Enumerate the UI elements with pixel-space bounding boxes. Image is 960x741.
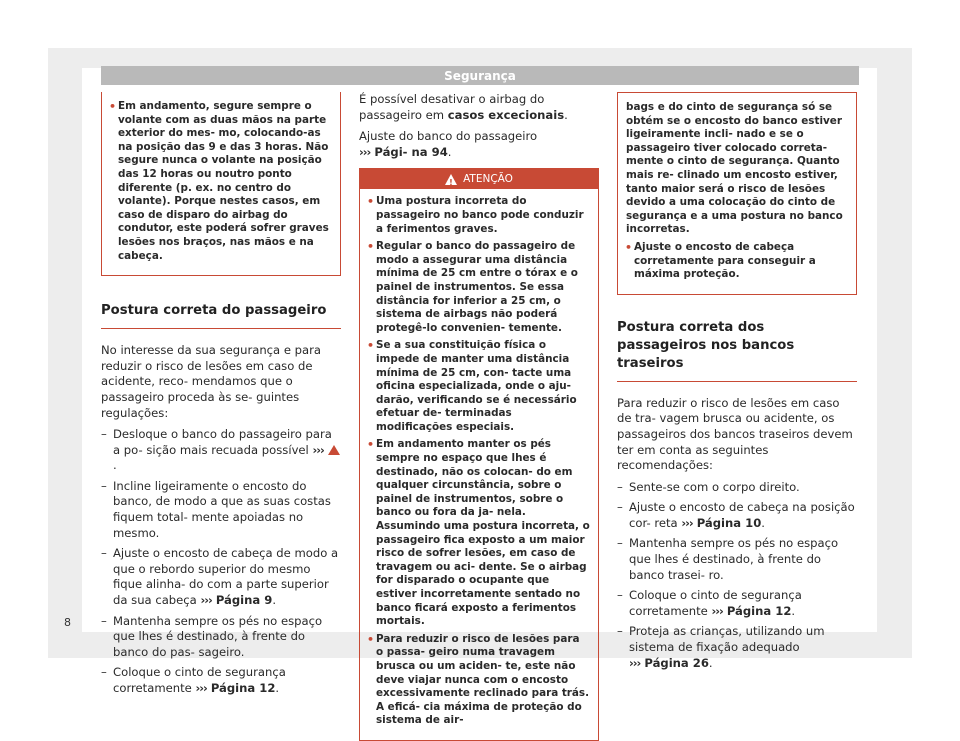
page-ref[interactable]: ››› Página 9 [200,593,273,608]
warning-header [360,169,598,189]
item-text: Ajuste o encosto de cabeça de modo a que o rebordo superior do mesmo fique alinha- do com a parte superior da sua cabeça [113,546,339,608]
warning-item: • Para reduzir o risco de lesões para o passa- geiro numa travagem brusca ou um aciden- te, este não deve viajar nunca com o encosto excessivamente reclinado para trás. A eficá- cia máxima de proteção do sistema de air- [368,633,590,728]
section-header: Segurança [101,66,859,85]
warning-item: • Uma postura incorreta do passageiro no banco pode conduzir a ferimentos graves. [368,195,590,236]
item-text: Mantenha sempre os pés no espaço que lhes é destinado, à frente do banco do pas- sageiro. [113,613,323,659]
warning-box [359,168,599,741]
warning-item: • Em andamento, segure sempre o volante com as duas mãos na parte exterior do mes- mo, colocando-as na posição das 9 e das 3 horas. Não segure nunca o volante na posição das 12 horas ou noutro ponto diferente (p. ex. no centro do volante). Porque nestes casos, em caso de disparo do airbag do condutor, este poderá sofrer graves lesões nos braços, nas mãos e na cabeça. [110,100,332,263]
list-item: – Desloque o banco do passageiro para a po- sição mais recuada possível ››› . [101,427,341,474]
page-ref[interactable]: ››› Página 10 [681,515,762,530]
list-item [101,614,341,661]
list-item: – Ajuste o encosto de cabeça na posição cor- reta ››› Página 10. [617,500,857,531]
page-ref[interactable]: ››› Pági- na 94 [359,144,448,159]
page-ref[interactable]: ››› [312,442,324,457]
warning-triangle-icon [445,174,457,185]
page-number: 8 [64,616,71,629]
section-title-passenger: Postura correta do passageiro [101,302,341,329]
item-text: Sente-se com o corpo direito. [629,479,800,494]
item-text: Mantenha sempre os pés no espaço que lhes é destinado, à frente do banco trasei- ro. [629,536,839,582]
warning-item: • Ajuste o encosto de cabeça corretamente para conseguir a máxima proteção. [626,241,848,282]
item-text: Ajuste o encosto de cabeça na posição cor- reta [629,500,855,530]
airbag-paragraph: É possível desativar o airbag do passageiro em casos excecionais. [359,92,568,122]
item-text: Incline ligeiramente o encosto do banco, de modo a que as suas costas fiquem total- mente apoiadas no mesmo. [113,478,331,540]
page-ref[interactable]: ››› Página 26 [629,655,709,670]
warning-text-continued: bags e do cinto de segurança só se obtém se o encosto do banco estiver ligeiramente incli- nado e se o passageiro tiver colocado correta- mente o cinto de segurança. Quanto mais re- clinado um encosto estiver, tanto maior será o risco de lesões devido a uma colocação do cinto de segurança e a uma postura no banco incorretas. [626,101,843,236]
list-item: – Proteja as crianças, utilizando um sistema de fixação adequado ››› Página 26. [617,624,857,671]
item-text: Coloque o cinto de segurança corretamente [113,665,286,695]
seat-adjust-paragraph: Ajuste do banco do passageiro ››› Pági- na 94. [359,129,538,159]
column-1 [101,92,341,702]
page-ref[interactable]: ››› Página 12 [195,681,276,695]
warning-box-continued [101,92,341,276]
warning-title: ATENÇÃO [463,172,513,185]
adjustments-list [101,427,341,697]
item-text: Proteja as crianças, utilizando um sistema de fixação adequado [629,624,825,655]
item-text: Coloque o cinto de segurança corretamente [629,588,802,618]
column-2 [359,92,599,741]
item-text: Desloque o banco do passageiro para a po- sição mais recuada possível [113,427,332,457]
warning-item: • Se a sua constituição física o impede de manter uma distância mínima de 25 cm, con- tacte uma oficina especializada, onde o aju- darão, verificando se é necessário efetuar de- terminadas modificações especiais. [368,339,590,434]
warning-box-continued [617,92,857,295]
list-item [617,536,857,583]
list-item [617,480,857,496]
list-item [101,479,341,541]
list-item: – Ajuste o encosto de cabeça de modo a que o rebordo superior do mesmo fique alinha- do com a parte superior da sua cabeça ››› Página 9. [101,546,341,608]
warning-triangle-icon[interactable] [328,445,340,455]
rear-recommendations-list [617,480,857,672]
section-title-rear-passengers: Postura correta dos passageiros nos bancos traseiros [617,319,857,382]
intro-paragraph: No interesse da sua segurança e para reduzir o risco de lesões em caso de acidente, reco- mendamos que o passageiro proceda às se- guintes regulações: [101,343,321,420]
list-item: – Coloque o cinto de segurança corretamente ››› Página 12. [617,588,857,619]
warning-item: • Regular o banco do passageiro de modo a assegurar uma distância mínima de 25 cm entre o tórax e o painel de instrumentos. Se essa distância for inferior a 25 cm, o sistema de airbags não poderá protegê-lo convenien- temente. [368,240,590,335]
list-item: – Coloque o cinto de segurança corretamente ››› Página 12. [101,665,341,696]
intro-paragraph: Para reduzir o risco de lesões em caso de tra- vagem brusca ou acidente, os passageiros dos bancos traseiros devem ter em conta as seguintes recomendações: [617,395,853,473]
page-ref[interactable]: ››› Página 12 [711,603,792,618]
column-3 [617,92,857,676]
warning-item: • Em andamento manter os pés sempre no espaço que lhes é destinado, não os colocan- do em qualquer circunstância, sobre o painel de instrumentos, sobre o banco ou fora da ja- nela. Assumindo uma postura incorreta, o passageiro fica exposto a um maior risco de sofrer lesões, em caso de travagem ou aci- dente. Se o airbag for disparado o ocupante que estiver incorretamente sentado no banco ficará exposto a ferimentos mortais. [368,438,590,628]
